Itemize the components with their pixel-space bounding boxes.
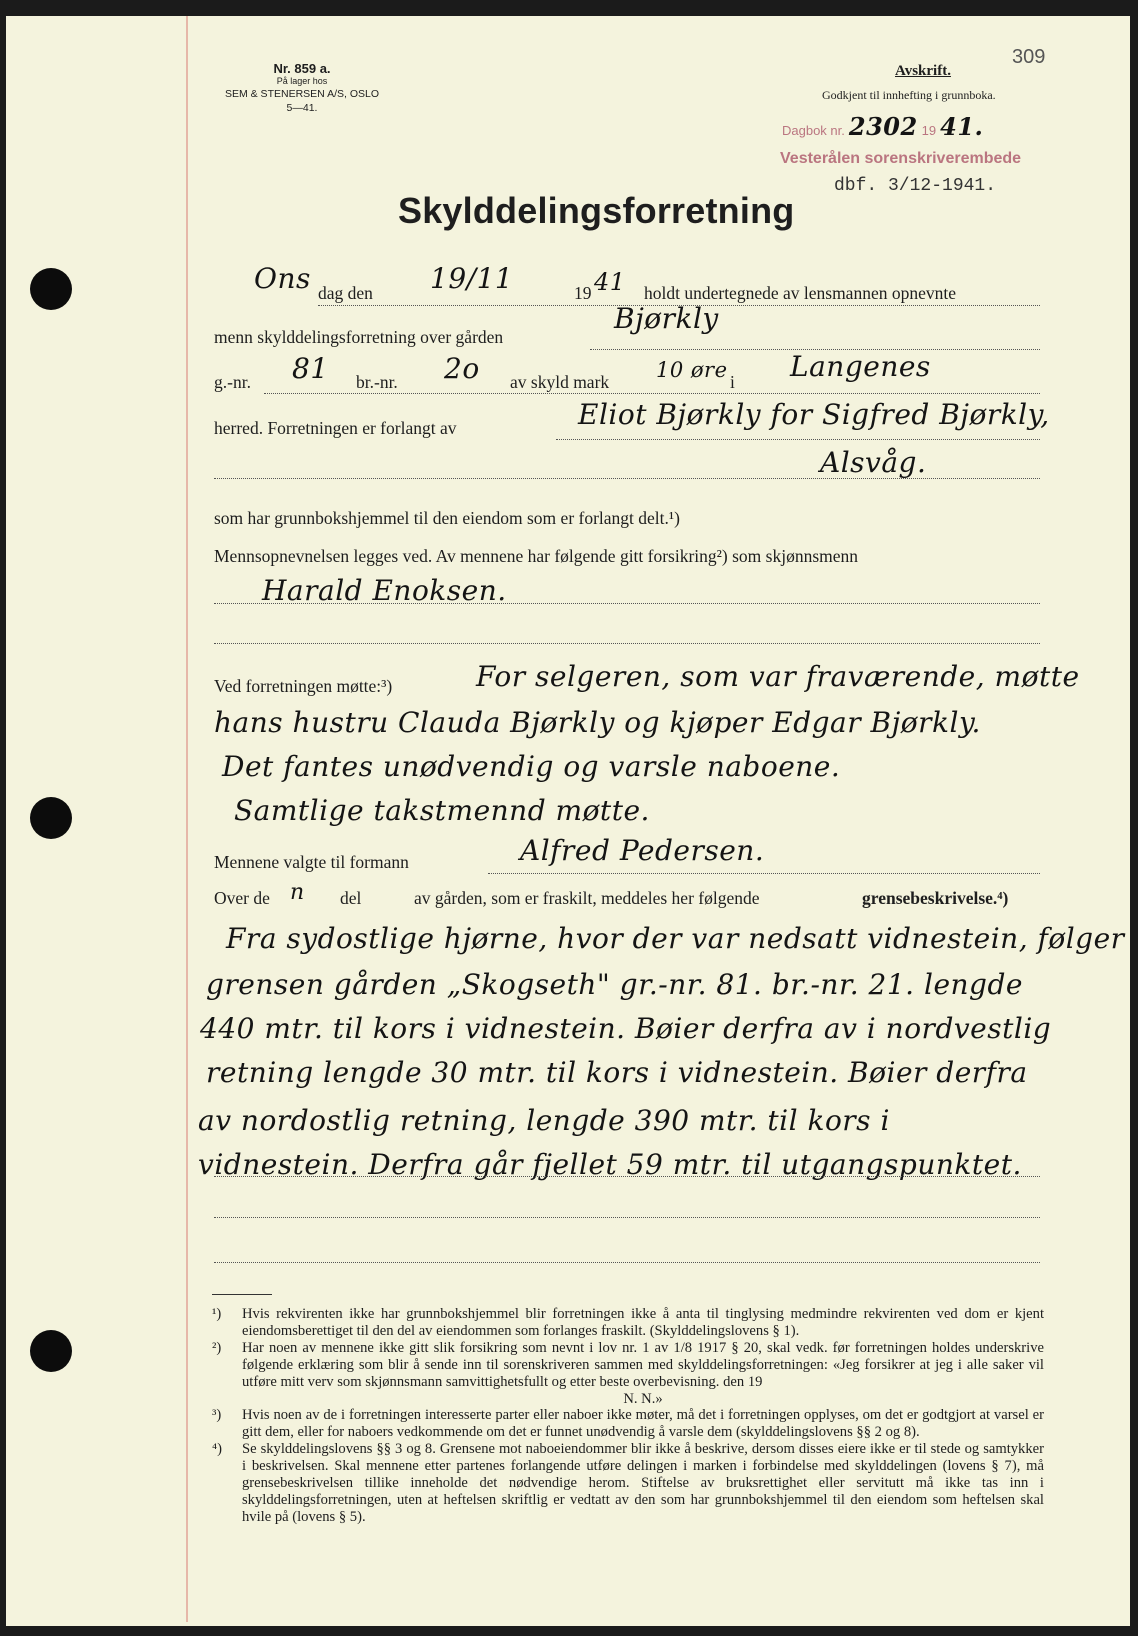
footnote-text: N. N.» xyxy=(623,1390,663,1407)
office-stamp: Vesterålen sorenskriverembede xyxy=(780,150,1022,167)
godkjent-label: Godkjent til innhefting i grunnboka. xyxy=(822,88,996,102)
hand-grense-4: retning lengde 30 mtr. til kors i vidnestein. Bøier derfra xyxy=(206,1056,1028,1089)
fill-line xyxy=(556,439,1040,440)
fill-line xyxy=(214,603,1040,604)
footnote-separator xyxy=(212,1294,272,1295)
printer-block xyxy=(222,62,382,115)
footnote-number: ⁴) xyxy=(212,1441,222,1458)
footnote-signature xyxy=(212,1391,1044,1408)
dagbok-year: 41. xyxy=(940,112,984,141)
document-title: Skylddelingsforretning xyxy=(398,190,795,231)
scan-edge-right xyxy=(1130,0,1138,1636)
form-date: 5—41. xyxy=(286,102,318,114)
hand-place: Alsvåg. xyxy=(820,446,927,479)
hand-grense-2: grensen gården „Skogseth" gr.-nr. 81. br.-nr. 21. lengde xyxy=(206,968,1023,1001)
fill-line xyxy=(264,393,1040,394)
label-grensebeskrivelse: grensebeskrivelse.⁴) xyxy=(862,888,1009,908)
scan-edge-top xyxy=(0,0,1138,16)
hand-gnr: 81 xyxy=(292,352,329,385)
dagbok-year-prefix: 19 xyxy=(921,123,937,138)
label-year-prefix: 19 xyxy=(574,283,592,303)
fill-line xyxy=(214,478,1040,479)
fill-line xyxy=(488,873,1040,874)
hand-grense-1: Fra sydostlige hjørne, hvor der var nedsatt vidnestein, følger xyxy=(226,922,1125,955)
punch-hole xyxy=(30,1330,72,1372)
page-number: 309 xyxy=(1012,46,1046,68)
hand-motte-2: hans hustru Clauda Bjørkly og kjøper Edgar Bjørkly. xyxy=(214,706,981,739)
hand-skjonnsmenn: Harald Enoksen. xyxy=(262,574,507,607)
footnote-number xyxy=(212,1391,242,1408)
hand-date: 19/11 xyxy=(430,262,514,295)
hand-farm: Bjørkly xyxy=(614,302,719,335)
form-number: Nr. 859 a. xyxy=(273,61,331,76)
fill-line xyxy=(214,1217,1040,1218)
label-holdt: holdt undertegnede av lensmannen opnevnte xyxy=(644,283,956,303)
hand-n: n xyxy=(290,880,305,905)
label-dag-den: dag den xyxy=(318,283,373,303)
dagbok-number: 2302 xyxy=(848,112,918,141)
dbf-stamp: dbf. 3/12-1941. xyxy=(834,176,997,196)
footnote-text: Hvis rekvirenten ikke har grunnbokshjemmel blir forretningen ikke å anta til tinglysing medmindre rekvirenten ved dom er kjent eiendomsberettiget til den del av eiendommen som forlanges fraskilt. (Skylddelingslovens § 1). xyxy=(242,1306,1044,1339)
avskrift-label: Avskrift. xyxy=(895,63,951,79)
footnote-2 xyxy=(212,1340,1044,1391)
label-forlangt: herred. Forretningen er forlangt av xyxy=(214,418,457,438)
footnote-number: ²) xyxy=(212,1339,222,1356)
hand-motte-3: Det fantes unødvendig og varsle naboene. xyxy=(222,750,841,783)
label-brnr: br.-nr. xyxy=(356,372,398,392)
fill-line xyxy=(214,1262,1040,1263)
punch-hole xyxy=(30,797,72,839)
label-formann: Mennene valgte til formann xyxy=(214,852,409,872)
hand-motte-4: Samtlige takstmennd møtte. xyxy=(234,794,650,827)
hand-requester: Eliot Bjørkly for Sigfred Bjørkly, xyxy=(578,398,1050,431)
hand-brnr: 2o xyxy=(444,352,480,385)
fill-line xyxy=(214,643,1040,644)
footnote-4 xyxy=(212,1441,1044,1526)
publisher-line: På lager hos xyxy=(276,76,328,86)
hand-motte-1: For selgeren, som var fraværende, møtte xyxy=(476,660,1080,693)
label-skyld: av skyld mark xyxy=(510,372,610,392)
footnote-1 xyxy=(212,1306,1044,1340)
scan-edge-left xyxy=(0,0,6,1636)
fill-line xyxy=(214,1176,1040,1177)
footnote-text: Se skylddelingslovens §§ 3 og 8. Grensene mot naboeiendommer blir ikke å beskrive, dersom disses eiere ikke er til stede og samtykker i beskrivelsen. Skal mennene etter partenes forlangende utføre delingen i marken i forbindelse med skylddelingen (lovens § 7), må grensebeskrivelsen tillike inneholde det nødvendige herom. Stiftelse av bruksrettighet eller servitutt må ikke tas inn i skylddelingsforretningen, uten at heftelsen skriftlig er vedtatt av den som har grunnbokshjemmel til den eiendom som heftelsen skal hvile på (lovens § 5). xyxy=(242,1441,1044,1525)
hand-grense-6: vidnestein. Derfra går fjellet 59 mtr. til utgangspunktet. xyxy=(198,1148,1022,1181)
footnotes xyxy=(212,1306,1044,1526)
footnote-number: ¹) xyxy=(212,1306,222,1322)
label-gnr: g.-nr. xyxy=(214,372,251,392)
hand-year: 41 xyxy=(594,268,626,296)
label-i: i xyxy=(730,372,735,392)
footnote-text: Hvis noen av de i forretningen interesserte parter eller naboer ikke møter, må det i forretningen opplyses, om det er godtgjort at varsel er gitt dem, eller for naboers vedkommende om det er funnet unødvendig å varsle dem (skylddelingslovens §§ 2 og 8). xyxy=(242,1407,1044,1441)
punch-hole xyxy=(30,268,72,310)
hand-grense-5: av nordostlig retning, lengde 390 mtr. til kors i xyxy=(198,1104,890,1137)
hand-grense-3: 440 mtr. til kors i vidnestein. Bøier derfra av i nordvestlig xyxy=(200,1012,1052,1045)
label-motte: Ved forretningen møtte:³) xyxy=(214,676,393,696)
dagbok-label: Dagbok nr. xyxy=(782,123,845,138)
label-grunnbokshjemmel: som har grunnbokshjemmel til den eiendom som er forlangt delt.¹) xyxy=(214,508,680,528)
hand-skyld: 10 øre xyxy=(656,358,728,382)
dagbok-stamp xyxy=(782,112,983,141)
footnote-text: Har noen av mennene ikke gitt slik forsikring som nevnt i lov nr. 1 av 1/8 1917 § 20, skal vedk. før forretningen holdes underskrive følgende erklæring som blir å sende inn til sorenskriveren sammen med skylddelingsforretningen: «Jeg forsikrer at jeg i alle saker vil utføre mitt verv som skjønnsmann samvittighetsfullt og etter beste overbevisning. den 19 xyxy=(242,1339,1044,1390)
hand-herred: Langenes xyxy=(790,350,931,383)
label-menn: menn skylddelingsforretning over gården xyxy=(214,327,504,347)
scan-edge-bottom xyxy=(0,1626,1138,1636)
footnote-number: ³) xyxy=(212,1407,222,1424)
margin-rule xyxy=(186,14,188,1622)
label-mennsopnevnelsen: Mennsopnevnelsen legges ved. Av mennene har følgende gitt forsikring²) som skjønnsmenn xyxy=(214,546,859,566)
label-fraskilt: av gården, som er fraskilt, meddeles her følgende xyxy=(414,888,760,908)
label-del: del xyxy=(340,888,362,908)
hand-weekday: Ons xyxy=(254,262,311,295)
hand-formann: Alfred Pedersen. xyxy=(520,834,765,867)
footnote-3 xyxy=(212,1407,1044,1441)
publisher-name: SEM & STENERSEN A/S, OSLO xyxy=(224,88,380,100)
label-over-de: Over de xyxy=(214,888,270,908)
